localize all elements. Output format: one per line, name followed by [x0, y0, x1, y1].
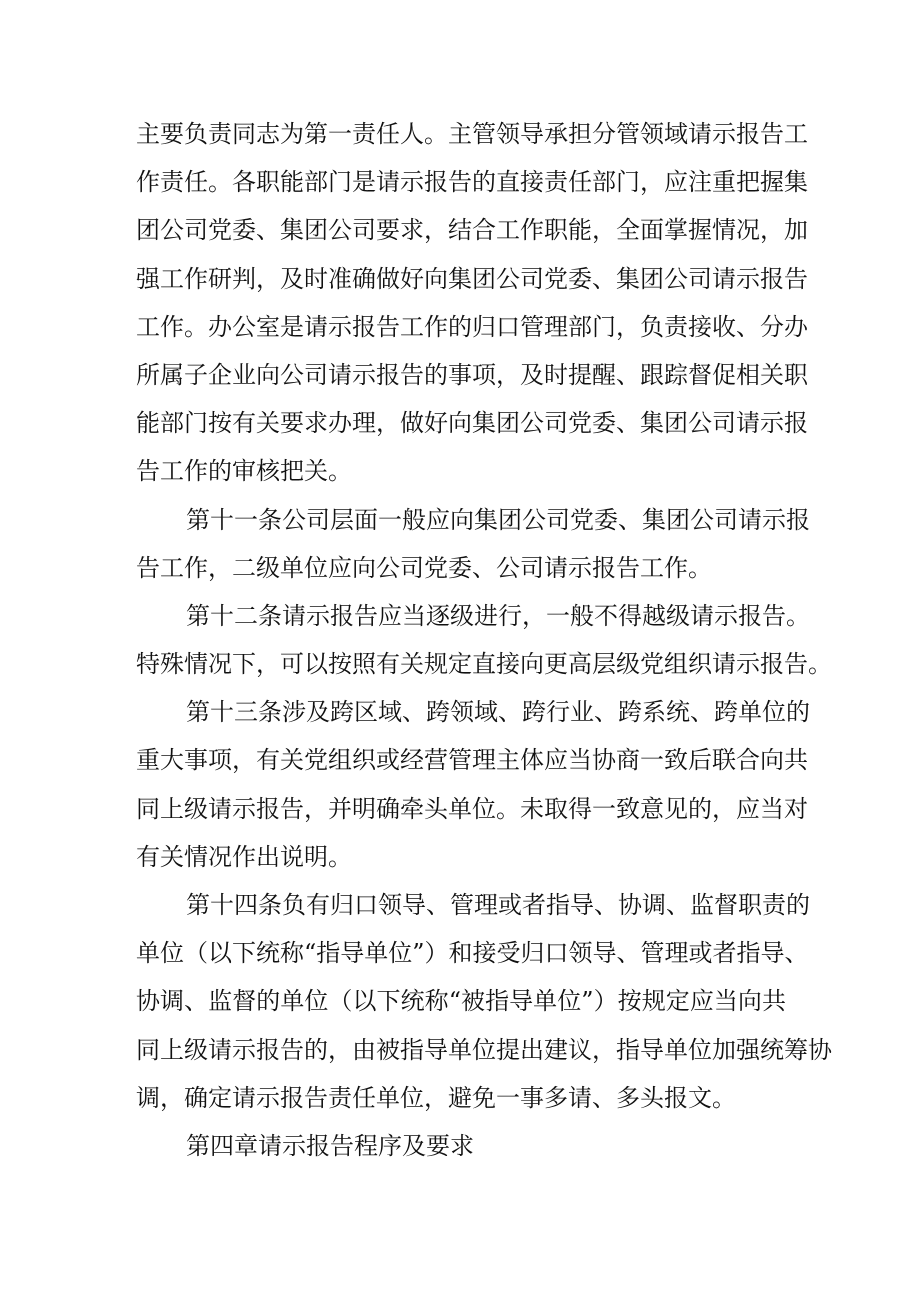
- text-line: 工作。办公室是请示报告工作的归口管理部门，负责接收、分办: [136, 312, 808, 341]
- text-line: 团公司党委、集团公司要求，结合工作职能，全面掌握情况，加: [136, 216, 808, 245]
- article-11-line: 第十一条公司层面一般应向集团公司党委、集团公司请示报: [186, 505, 810, 534]
- article-13-line: 第十三条涉及跨区域、跨领域、跨行业、跨系统、跨单位的: [186, 698, 810, 727]
- chapter-heading: 第四章请示报告程序及要求: [186, 1131, 474, 1160]
- article-12-line: 第十二条请示报告应当逐级进行，一般不得越级请示报告。: [186, 601, 810, 630]
- text-line: 强工作研判，及时准确做好向集团公司党委、集团公司请示报告: [136, 264, 808, 293]
- text-line: 所属子企业向公司请示报告的事项，及时提醒、跟踪督促相关职: [136, 360, 808, 389]
- text-line: 同上级请示报告的，由被指导单位提出建议，指导单位加强统筹协: [136, 1035, 832, 1064]
- text-line: 特殊情况下，可以按照有关规定直接向更高层级党组织请示报告。: [136, 650, 832, 679]
- text-line: 重大事项，有关党组织或经营管理主体应当协商一致后联合向共: [136, 746, 808, 775]
- text-line: 告工作的审核把关。: [136, 457, 352, 486]
- text-line: 主要负责同志为第一责任人。主管领导承担分管领域请示报告工: [136, 120, 808, 148]
- text-line: 作责任。各职能部门是请示报告的直接责任部门，应注重把握集: [136, 168, 808, 197]
- text-line: 调，确定请示报告责任单位，避免一事多请、多头报文。: [136, 1083, 736, 1112]
- text-line: 单位（以下统称“指导单位”）和接受归口领导、管理或者指导、: [136, 939, 809, 968]
- text-line: 同上级请示报告，并明确牵头单位。未取得一致意见的，应当对: [136, 794, 808, 823]
- text-line: 能部门按有关要求办理，做好向集团公司党委、集团公司请示报: [136, 409, 808, 438]
- text-line: 协调、监督的单位（以下统称“被指导单位”）按规定应当向共: [136, 987, 786, 1016]
- document-body: [136, 110, 832, 1170]
- text-line: 告工作，二级单位应向公司党委、公司请示报告工作。: [136, 553, 712, 582]
- text-line: 有关情况作出说明。: [136, 842, 352, 871]
- article-14-line: 第十四条负有归口领导、管理或者指导、协调、监督职责的: [186, 891, 810, 919]
